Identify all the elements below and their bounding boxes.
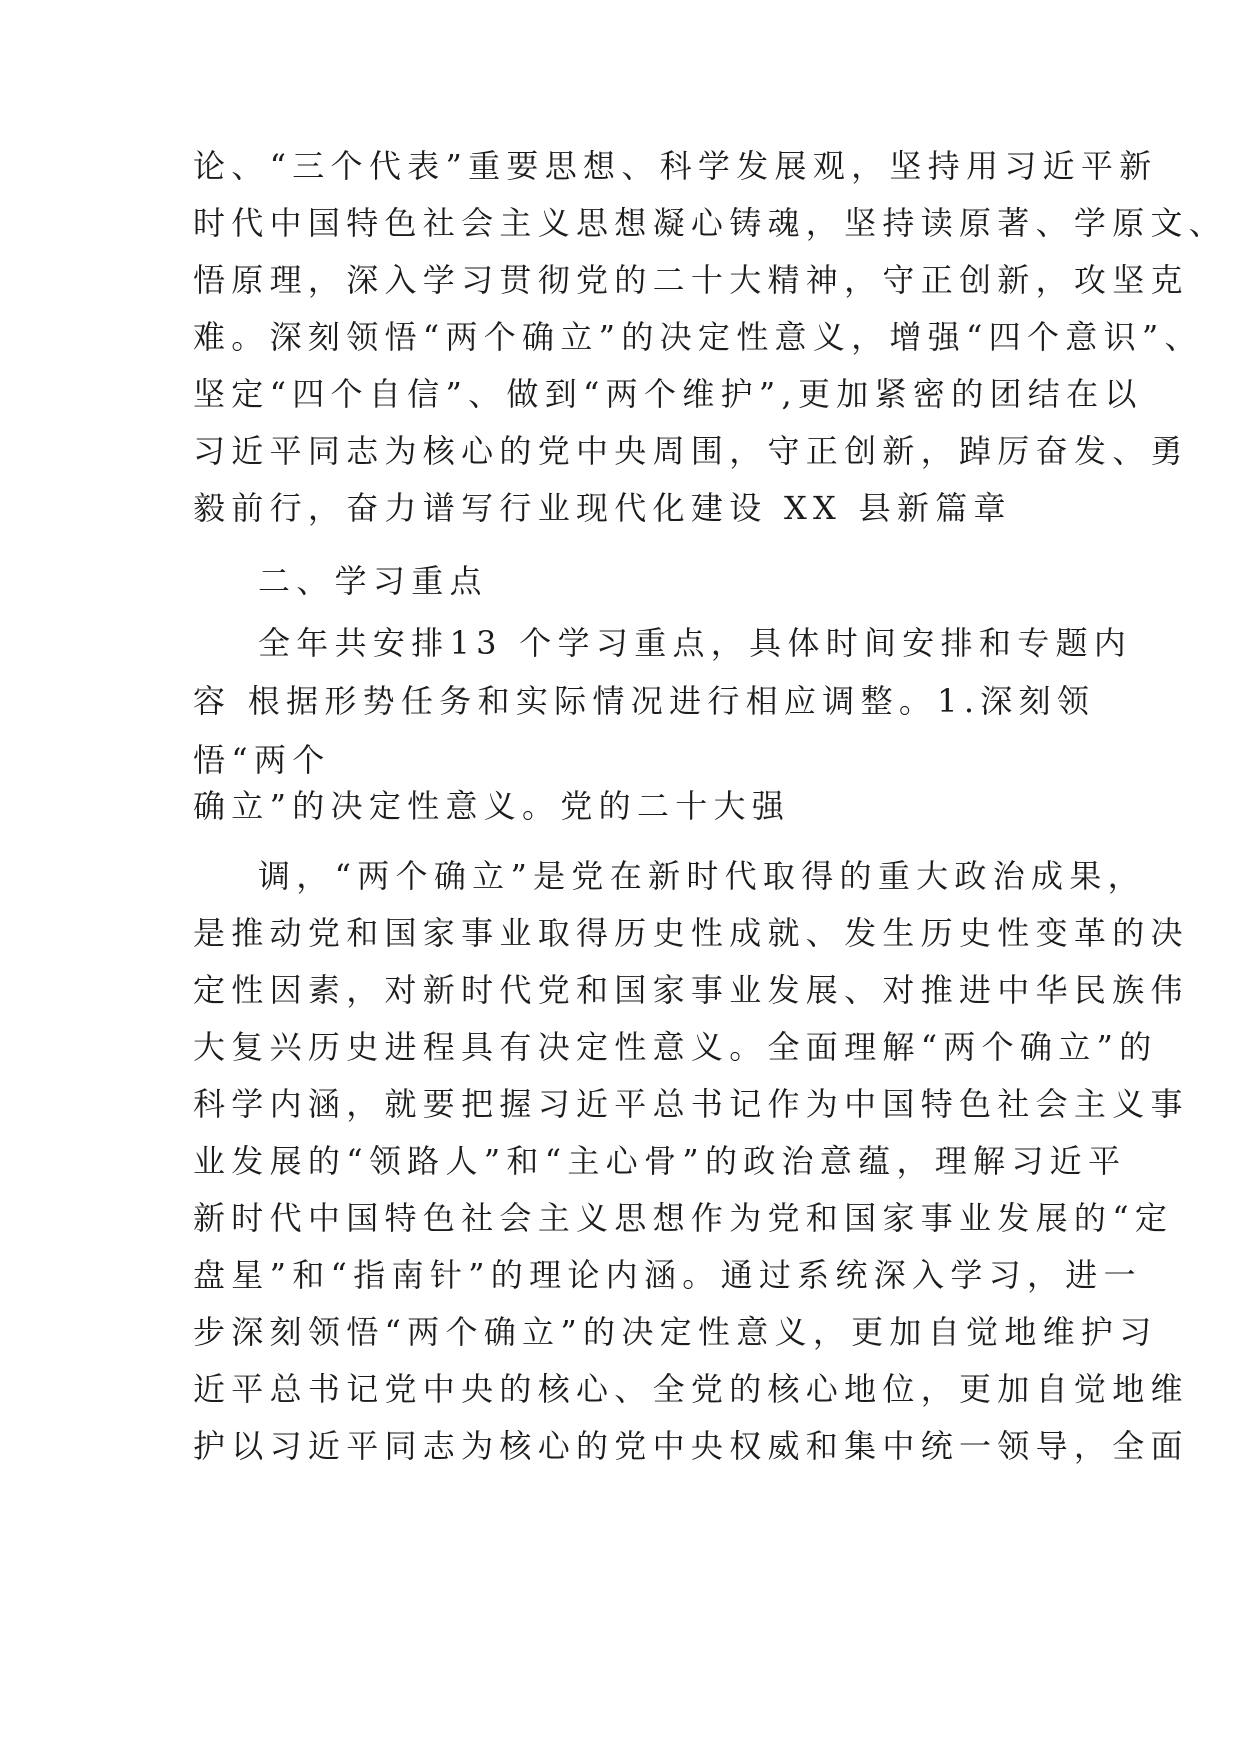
paragraph-3-line: 是推动党和国家事业取得历史性成就、发生历史性变革的决 — [193, 914, 1189, 952]
paragraph-1-line: 难。深刻领悟“两个确立”的决定性意义，增强“四个意识”、 — [193, 318, 1203, 356]
paragraph-3-line: 新时代中国特色社会主义思想作为党和国家事业发展的“定 — [193, 1199, 1174, 1237]
paragraph-2-line: 全年共安排13 个学习重点，具体时间安排和专题内 — [258, 624, 1133, 662]
paragraph-1-line: 论、“三个代表”重要思想、科学发展观，坚持用习近平新 — [193, 147, 1158, 185]
paragraph-1-line: 时代中国特色社会主义思想凝心铸魂，坚持读原著、学原文、 — [193, 204, 1228, 242]
paragraph-3-line: 业发展的“领路人”和“主心骨”的政治意蕴，理解习近平 — [193, 1142, 1127, 1180]
paragraph-3-line: 大复兴历史进程具有决定性意义。全面理解“两个确立”的 — [193, 1028, 1158, 1066]
paragraph-3-line: 调，“两个确立”是党在新时代取得的重大政治成果， — [258, 857, 1146, 895]
paragraph-3-line: 近平总书记党中央的核心、全党的核心地位，更加自觉地维 — [193, 1370, 1189, 1408]
paragraph-1-line: 悟原理，深入学习贯彻党的二十大精神，守正创新，攻坚克 — [193, 261, 1189, 299]
paragraph-1-line: 坚定“四个自信”、做到“两个维护”,更加紧密的团结在以 — [193, 375, 1143, 413]
paragraph-2-line: 悟“两个 — [193, 741, 331, 779]
paragraph-3-line: 护以习近平同志为核心的党中央权威和集中统一领导，全面 — [193, 1427, 1189, 1465]
paragraph-3-line: 定性因素，对新时代党和国家事业发展、对推进中华民族伟 — [193, 971, 1189, 1009]
section-heading: 二、学习重点 — [258, 562, 488, 600]
paragraph-1-line: 习近平同志为核心的党中央周围，守正创新，踔厉奋发、勇 — [193, 432, 1189, 470]
paragraph-3-line: 盘星”和“指南针”的理论内涵。通过系统深入学习，进一 — [193, 1256, 1142, 1294]
paragraph-1-line: 毅前行，奋力谱写行业现代化建设 XX 县新篇章 — [193, 489, 1012, 527]
paragraph-2-line: 容 根据形势任务和实际情况进行相应调整。1.深刻领 — [193, 682, 1096, 720]
paragraph-2-line: 确立”的决定性意义。党的二十大强 — [193, 787, 791, 825]
paragraph-3-line: 步深刻领悟“两个确立”的决定性意义，更加自觉地维护习 — [193, 1313, 1158, 1351]
paragraph-3-line: 科学内涵，就要把握习近平总书记作为中国特色社会主义事 — [193, 1085, 1189, 1123]
